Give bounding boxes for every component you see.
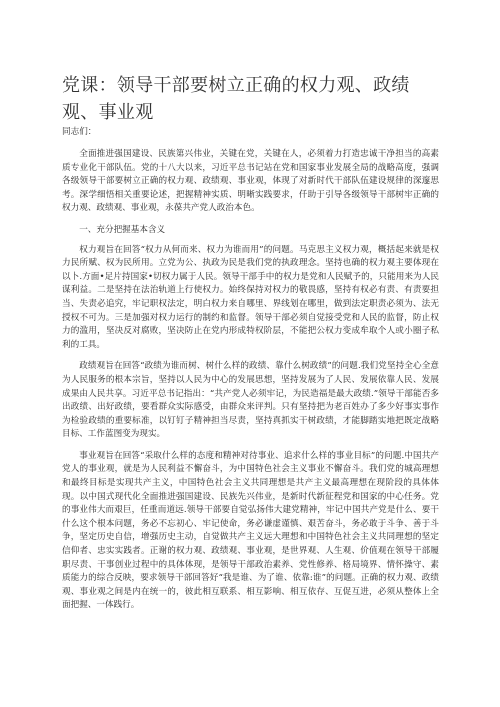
achievement-view-paragraph: 政绩观旨在回答“政绩为谁而树、树什么样的政绩、靠什么树政绩”的问题.我们党坚持全心全意为人民服务的根本宗旨，坚持以人民为中心的发展思想，坚持发展为了人民、发展依靠人民、发展成果由人民共享。习近平总书记指出：“共产党人必须牢记，为民造福是最大政绩.”领导干部能否多出政绩、出好政绩，要看群众实际感受，由群众来评判。只有坚持把为老百姓办了多少好事实事作为检验政绩的重要标准，以钉钉子精神担当尽责，坚持真抓实干树政绩，才能脚踏实地把既定战略目标、工作蓝图变为现实。	[62, 361, 439, 440]
intro-paragraph: 全面推进强国建设、民族第兴伟业，关键在党，关键在人，必须着力打造忠诚干净担当的高素质专业化干部队伍。党的十八大以来，习近平总书记站在党和国家事业发展全局的战略高度，强调各级领导干部要树立正确的权力观、政绩观、事业观，体现了对新时代干部队伍建设规律的深邃思考。深学细悟相关重要论述，把握精神实质、明晰实践要求，仟助于引导各级领导干部树牢正确的权力观、政绩观、事业观，永葆共产党人政治本色。	[62, 149, 439, 214]
career-view-paragraph: 事业观旨在回答“采取什么样的态度和精神对待事业、追求什么样的事业目标”的问题.中国共产党人的事业观，就是为人民利益不懈奋斗，为中国特色社会主义事业不懈奋斗。我们党的城高理想和最终目标是实现共产主义，中国特色社会主义共同理想是共产主义最高理想在现阶段的具体体现。以中国式现代化全面推进强国建设、民族先兴伟业，是新时代新征程党和国家的中心任务。党的事业伟大而艰巨，任重而道远.领导干部要自觉弘扬伟大建党精神，牢记中国共产党是什么、要干什么这个根本问题，务必不忘初心、牢记使命，务必谦虚谨慎、艰苦奋斗，务必敢于斗争、善于斗争，坚定历史自信，增强历史主动，自觉做共产主义远大理想和中国特色社会主义共同理想的坚定信仰者、忠实实践者。正谢的权力观、政绩观、事业观，是世界观、人生观、价值观在领导干部履职尽责、干事创业过程中的具体体现，是领导干部政治素养、党性修养、格局境界、情怀操守、素质能力的综合反映，要求领导干部回答好“我是谁、为了谁、依靠:谁”的问题。正确的权力观、政绩观、事业观之间是内在统一的，彼此相互联系、相互影响、相互依存、互促互进，必须从整体上全面把握、一体践行。	[62, 450, 439, 611]
section-heading: 一、充分把握基本含义	[79, 224, 166, 235]
greeting: 同志们：	[62, 127, 97, 137]
document-body	[62, 148, 439, 619]
document-title: 党课：领导干部要树立正确的权力观、政绩观、事业观	[62, 75, 410, 123]
power-view-paragraph: 权力观旨在回答“权力从何而来、权力为谁而用”的问题。马克思主义权力观，概括起来就是权力民所赋、权为民所用。立党为公、执政为民是我们党的执政理念。坚持也确的权力观主要体现在以卜.方面•足片持国家•切权力属于人民。领导干部手中的权力是党和人民赋予的，只能用来为人民谋利益。二是坚持在法治轨道上行使权力。始终保持对权力的敬畏感，坚持有权必有责、有责要担当、失责必追究，牢记职权法定，明白权力来自哪里、界线划在哪里，做到法定职责必须为、法无授权不可为。三是加强对权力运行的制约和监督。领导干部必须自觉接受党和人民的监督，防止权力的滥用，坚决反对腐败，坚决防止在党内形成特权阶层，不能把公权力变成牟取个人或小圈子私利的工具。	[62, 244, 439, 350]
